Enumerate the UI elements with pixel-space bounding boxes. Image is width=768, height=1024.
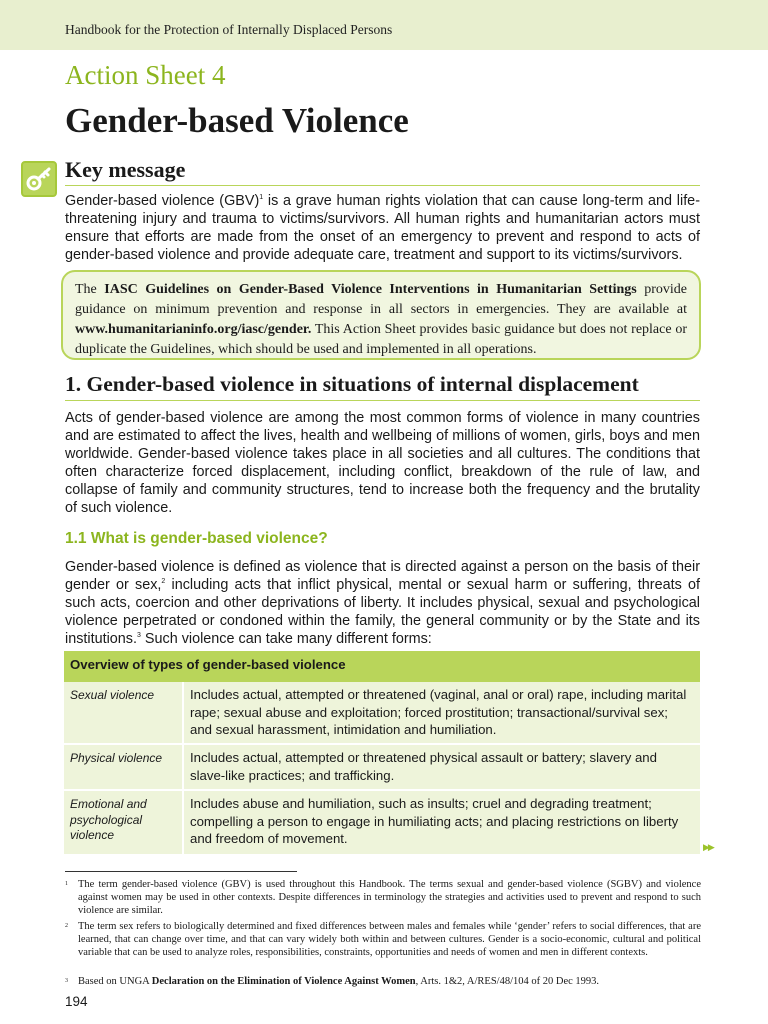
table-row bbox=[64, 682, 700, 745]
footnote-text: The term gender-based violence (GBV) is used throughout this Handbook. The terms sexual and gender-based violence (SGBV) and violence against women may be used in other contexts. Despite differences in terminology the strategies and activities used to prevent and respond to such violence are similar. bbox=[78, 879, 701, 916]
table-row bbox=[64, 791, 700, 856]
section-1-heading: 1. Gender-based violence in situations of internal displacement bbox=[65, 372, 639, 396]
footnote-ref-1: 1 bbox=[259, 194, 264, 202]
footnote-ref-3: 3 bbox=[137, 632, 141, 640]
continue-arrow-icon: ▶▶ bbox=[703, 843, 713, 853]
guidelines-callout: The IASC Guidelines on Gender-Based Violence Interventions in Humanitarian Settings provide guidance on minimum prevention and response in all sectors in emergencies. They are available at www.humanitarianinfo.org/iasc/gender. This Action Sheet provides basic guidance but does not replace or duplicate the Guidelines, which should be used and implemented in all operations. bbox=[61, 270, 701, 360]
footnote-text: The term sex refers to biologically determined and fixed differences between males and females while ‘gender’ refers to social differences, that are learned, that can change over time, and that can vary widely both within and between cultures. Gender is a socio-economic, cultural and political variable that can be used to analyze roles, responsibilities, constraints, opportunities and needs of women and men in different contexts. bbox=[78, 921, 701, 958]
key-message-rule bbox=[65, 185, 700, 186]
footnote-rule bbox=[65, 871, 297, 872]
footnote-number: 3 bbox=[65, 978, 68, 984]
gbv-types-table bbox=[64, 651, 700, 856]
running-title: Handbook for the Protection of Internally Displaced Persons bbox=[65, 22, 393, 37]
page-title: Gender-based Violence bbox=[65, 101, 409, 140]
footnote-3 bbox=[65, 975, 701, 988]
footnote-number: 2 bbox=[65, 923, 68, 929]
footnote-1 bbox=[65, 878, 701, 917]
violence-description: Includes actual, attempted or threatened physical assault or battery; slavery and slave-like practices; and trafficking. bbox=[182, 745, 700, 789]
key-message-text: Gender-based violence (GBV)$^1$ is a grave human rights violation that can cause long-term and life-threatening injury and trauma to victims/survivors. All human rights and humanitarian actors must ensure that efforts are made from the onset of an emergency to prevent and respond to acts of gender-based violence and provide adequate care, treatment and support to its victims/survivors. bbox=[65, 193, 700, 263]
section-1-rule bbox=[65, 400, 700, 401]
footnote-ref-2: 2 bbox=[161, 578, 166, 586]
violence-type: Emotional and psychological violence bbox=[70, 797, 147, 842]
footnote-number: 1 bbox=[65, 881, 68, 887]
section-1-paragraph: Acts of gender-based violence are among the most common forms of violence in many countries and are estimated to affect the lives, health and wellbeing of millions of women, girls, boys and men worldwide. Gender-based violence takes place in all societies and all cultures. The conditions that often characterize forced displacement, including conflict, breakdown of the rule of law, and collapse of family and community structures, tend to increase both the frequency and the brutality of such violence. bbox=[65, 410, 700, 516]
violence-type: Sexual violence bbox=[70, 688, 155, 702]
table-row bbox=[64, 745, 700, 791]
action-sheet-label: Action Sheet 4 bbox=[65, 60, 226, 90]
guidelines-url: www.humanitarianinfo.org/iasc/gender. bbox=[75, 322, 312, 337]
section-1-1-heading: 1.1 What is gender-based violence? bbox=[65, 530, 328, 547]
violence-description: Includes actual, attempted or threatened (vaginal, anal or oral) rape, including marital rape; sexual abuse and exploitation; forced prostitution; transactional/survival sex; and sexual harassment, intimidation and humiliation. bbox=[182, 682, 700, 743]
violence-type: Physical violence bbox=[70, 751, 163, 765]
footnote-text: Based on UNGA Declaration on the Elimination of Violence Against Women, Arts. 1&2, A/RES/48/104 of 20 Dec 1993. bbox=[78, 976, 600, 987]
page-number: 194 bbox=[65, 994, 88, 1009]
footnote-2 bbox=[65, 920, 701, 959]
violence-description: Includes abuse and humiliation, such as insults; cruel and degrading treatment; compelling a person to engage in humiliating acts; and placing restrictions on liberty and freedom of movement. bbox=[182, 791, 700, 854]
declaration-title: Declaration on the Elimination of Violence Against Women bbox=[151, 976, 416, 987]
key-icon bbox=[21, 161, 57, 197]
table-header: Overview of types of gender-based violence bbox=[64, 651, 700, 682]
running-header bbox=[0, 0, 768, 50]
key-message-heading: Key message bbox=[65, 157, 186, 182]
section-1-1-paragraph: Gender-based violence is defined as violence that is directed against a person on the basis of their gender or sex,$^2$ including acts that inflict physical, mental or sexual harm or suffering, threats of such acts, coercion and other deprivations of liberty. It includes physical, sexual and psychological violence perpetrated or condoned within the family, the general community or by the State and its institutions.$^3$ Such violence can take many different forms: bbox=[65, 559, 700, 647]
guidelines-title: IASC Guidelines on Gender-Based Violence Interventions in Humanitarian Settings bbox=[104, 282, 637, 297]
